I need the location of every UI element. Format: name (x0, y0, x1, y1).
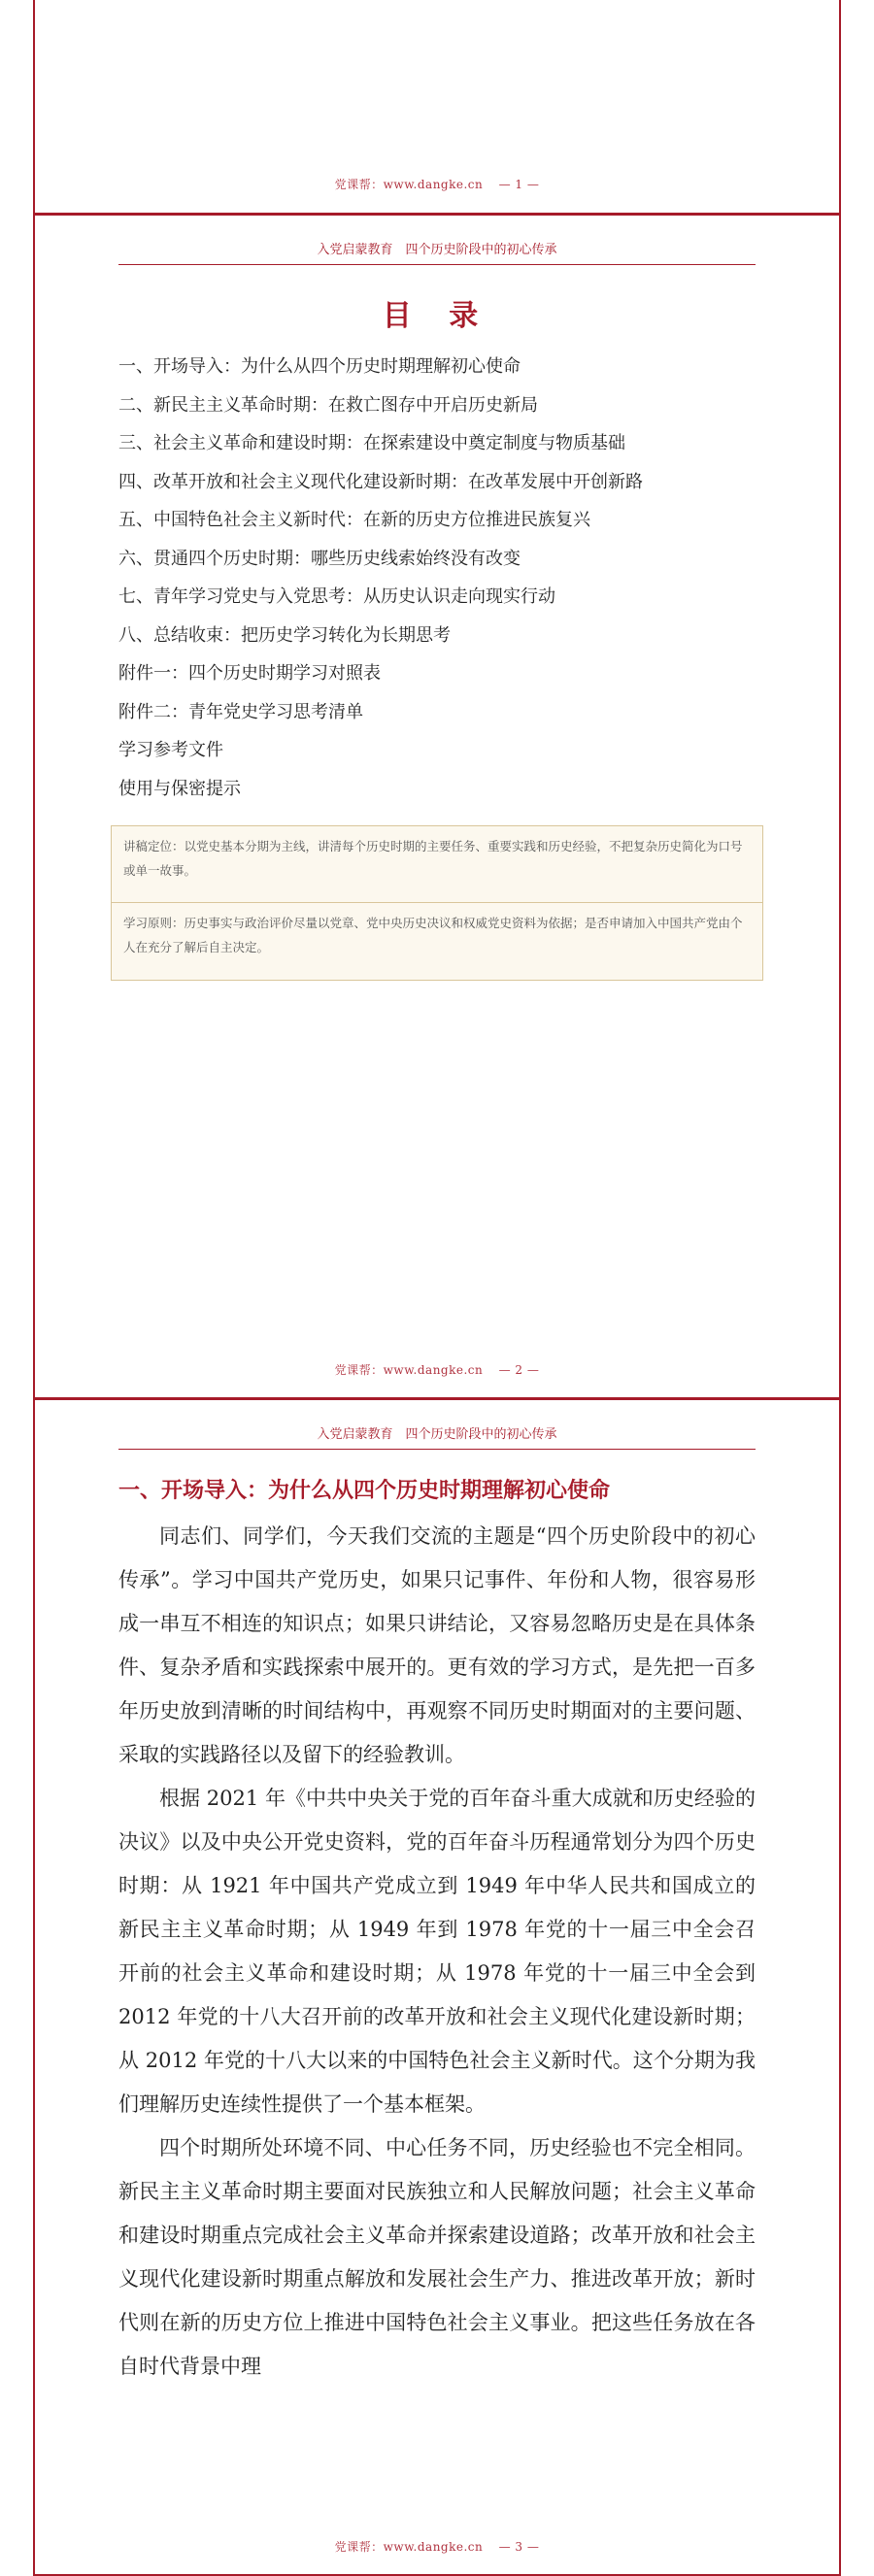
page-3 (33, 1400, 841, 2576)
toc-title: 目 录 (382, 299, 492, 333)
toc-item[interactable]: 学习参考文件 (118, 740, 223, 760)
footer-page-number: — 3 — (498, 2540, 540, 2554)
footer-site: 党课帮：www.dangke.cn (334, 1363, 484, 1377)
toc-list (118, 348, 756, 808)
page-2 (33, 216, 841, 1397)
principle-note: 学习原则：历史事实与政治评价尽量以党章、党中央历史决议和权威党史资料为依据；是否申请加入中国共产党由个人在充分了解后自主决定。 (111, 903, 763, 981)
toc-item[interactable]: 三、社会主义革命和建设时期：在探索建设中奠定制度与物质基础 (118, 433, 625, 453)
section-title: 一、开场导入：为什么从四个历史时期理解初心使命 (118, 1478, 611, 1503)
toc-item[interactable]: 五、中国特色社会主义新时代：在新的历史方位推进民族复兴 (118, 510, 590, 530)
positioning-note: 讲稿定位：以党史基本分期为主线，讲清每个历史时期的主要任务、重要实践和历史经验，不把复杂历史简化为口号或单一故事。 (111, 825, 763, 903)
footer-site: 党课帮：www.dangke.cn (334, 2540, 484, 2554)
page-header: 入党启蒙教育 四个历史阶段中的初心传承 (118, 1423, 756, 1450)
toc-item[interactable]: 附件一：四个历史时期学习对照表 (118, 663, 381, 684)
page-header: 入党启蒙教育 四个历史阶段中的初心传承 (118, 239, 756, 265)
toc-item[interactable]: 六、贯通四个历史时期：哪些历史线索始终没有改变 (118, 548, 521, 569)
footer-site: 党课帮：www.dangke.cn (334, 178, 484, 191)
toc-item[interactable]: 七、青年学习党史与入党思考：从历史认识走向现实行动 (118, 586, 555, 607)
toc-item[interactable]: 一、开场导入：为什么从四个历史时期理解初心使命 (118, 356, 521, 377)
page-footer (35, 176, 839, 192)
toc-item[interactable]: 四、改革开放和社会主义现代化建设新时期：在改革发展中开创新路 (118, 471, 643, 492)
footer-page-number: — 2 — (498, 1363, 540, 1377)
page-footer (35, 2538, 839, 2555)
toc-item[interactable]: 八、总结收束：把历史学习转化为长期思考 (118, 624, 451, 646)
toc-item[interactable]: 使用与保密提示 (118, 778, 241, 799)
page-1 (33, 0, 841, 213)
toc-item[interactable]: 附件二：青年党史学习思考清单 (118, 701, 363, 722)
page-footer (35, 1361, 839, 1378)
paragraph: 四个时期所处环境不同、中心任务不同，历史经验也不完全相同。新民主主义革命时期主要面对民族独立和人民解放问题；社会主义革命和建设时期重点完成社会主义革命并探索建设道路；改革开放和社会主义现代化建设新时期重点解放和发展社会生产力、推进改革开放；新时代则在新的历史方位上推进中国特色社会主义事业。把这些任务放在各自时代背景中理 (118, 2136, 756, 2378)
section-body (118, 1515, 756, 2378)
paragraph: 根据 2021 年《中共中央关于党的百年奋斗重大成就和历史经验的决议》以及中央公开党史资料，党的百年奋斗历程通常划分为四个历史时期：从 1921 年中国共产党成立到 1949 年中华人民共和国成立的新民主主义革命时期；从 1949 年到 1978 年党的十一届三中全会召开前的社会主义革命和建设时期；从 1978 年党的十一届三中全会到 2012 年党的十八大召开前的改革开放和社会主义现代化建设新时期；从 2012 年党的十八大以来的中国特色社会主义新时代。这个分期为我们理解历史连续性提供了一个基本框架。 (118, 1787, 756, 2116)
footer-page-number: — 1 — (498, 178, 540, 191)
paragraph: 同志们、同学们，今天我们交流的主题是“四个历史阶段中的初心传承”。学习中国共产党历史，如果只记事件、年份和人物，很容易形成一串互不相连的知识点；如果只讲结论，又容易忽略历史是在具体条件、复杂矛盾和实践探索中展开的。更有效的学习方式，是先把一百多年历史放到清晰的时间结构中，再观察不同历史时期面对的主要问题、采取的实践路径以及留下的经验教训。 (118, 1524, 756, 1766)
toc-item[interactable]: 二、新民主主义革命时期：在救亡图存中开启历史新局 (118, 394, 538, 416)
